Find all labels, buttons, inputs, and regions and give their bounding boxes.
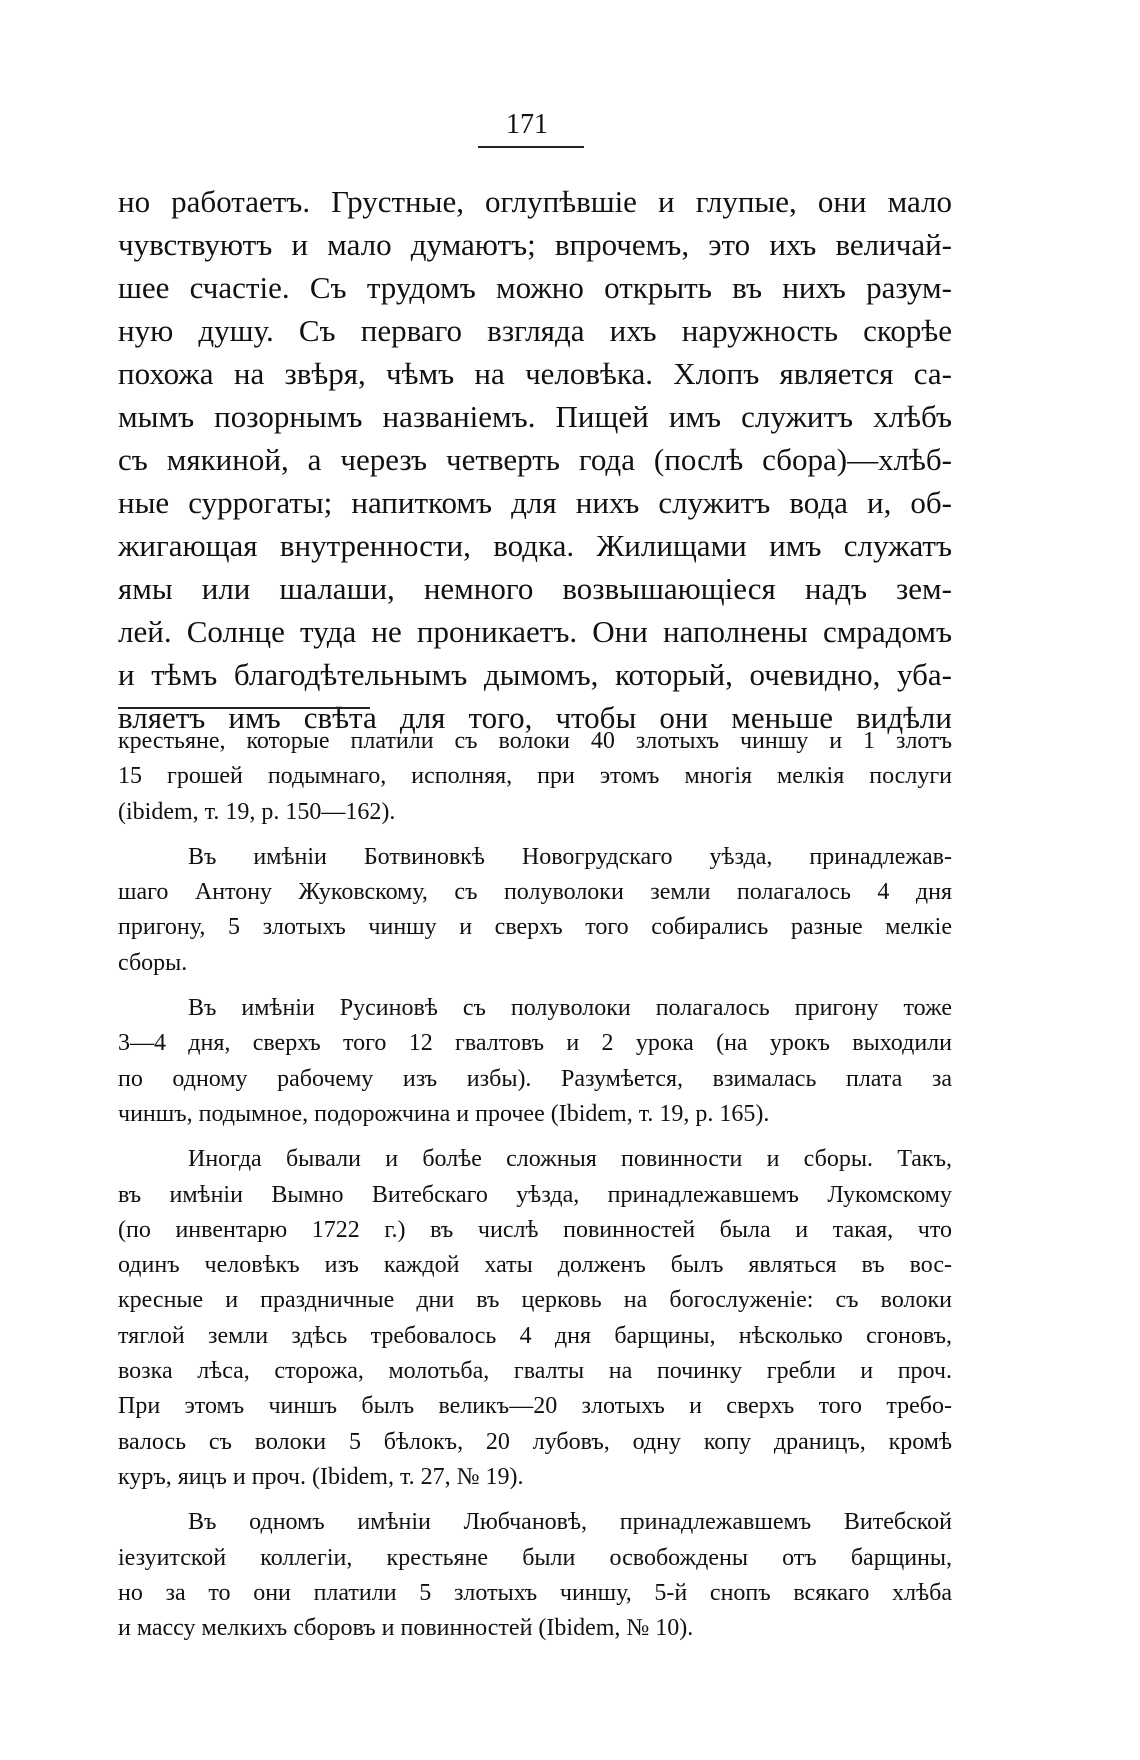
- footnote-line: пригону, 5 злотыхъ чиншу и сверхъ того собирались разные мелкіе: [118, 914, 952, 941]
- footnote-line: чиншъ, подымное, подорожчина и прочее (Ibidem, т. 19, р. 165).: [118, 1100, 770, 1127]
- page-number-rule: [478, 146, 584, 148]
- footnote-line: въ имѣніи Вымно Витебскаго уѣзда, принадлежавшемъ Лукомскому: [118, 1181, 952, 1208]
- text-line: съ мякиной, а черезъ четверть года (послѣ сбора)—хлѣб-: [118, 442, 952, 477]
- text-line: похожа на звѣря, чѣмъ на человѣка. Хлопъ является са-: [118, 356, 952, 391]
- text-line: и тѣмъ благодѣтельнымъ дымомъ, который, очевидно, уба-: [118, 657, 952, 692]
- text-line: ную душу. Съ перваго взгляда ихъ наружность скорѣе: [118, 313, 952, 348]
- footnote-line: шаго Антону Жуковскому, съ полуволоки земли полагалось 4 дня: [118, 879, 952, 906]
- footnote-line: тяглой земли здѣсь требовалось 4 дня барщины, нѣсколько сгоновъ,: [118, 1322, 952, 1349]
- text-line: чувствуютъ и мало думаютъ; впрочемъ, это ихъ величай-: [118, 227, 952, 262]
- footnote-line: (по инвентарю 1722 г.) въ числѣ повинностей была и такая, что: [118, 1216, 952, 1243]
- main-text: [118, 180, 952, 739]
- footnote-line: Иногда бывали и болѣе сложныя повинности и сборы. Такъ,: [188, 1146, 952, 1173]
- footnote-line: іезуитской коллегіи, крестьяне были освобождены отъ барщины,: [118, 1544, 952, 1571]
- text-line: жигающая внутренности, водка. Жилищами имъ служатъ: [118, 528, 952, 563]
- text-line: ямы или шалаши, немного возвышающіеся надъ зем-: [118, 571, 952, 606]
- footnote-line: крестьяне, которые платили съ волоки 40 злотыхъ чиншу и 1 злотъ: [118, 728, 952, 754]
- text-line: вляетъ имъ свѣта для того, чтобы они меньше видѣли: [118, 700, 952, 735]
- page-number: 171: [506, 109, 548, 140]
- text-line: но работаетъ. Грустные, оглупѣвшіе и глупые, они мало: [118, 184, 952, 219]
- footnote-line: Въ одномъ имѣніи Любчановѣ, принадлежавшемъ Витебской: [188, 1509, 952, 1536]
- footnotes: [118, 724, 952, 1656]
- footnote-paragraph: [118, 991, 952, 1132]
- footnote-separator: [118, 707, 370, 709]
- footnote-line: и массу мелкихъ сборовъ и повинностей (Ibidem, № 10).: [118, 1615, 694, 1642]
- footnote-line: по одному рабочему изъ избы). Разумѣется, взималась плата за: [118, 1065, 952, 1092]
- footnote-line: сборы.: [118, 949, 188, 976]
- footnote-line: но за то они платили 5 злотыхъ чиншу, 5-й снопъ всякаго хлѣба: [118, 1579, 952, 1606]
- text-line: ные суррогаты; напиткомъ для нихъ служитъ вода и, об-: [118, 485, 952, 520]
- text-line: шее счастіе. Съ трудомъ можно открыть въ нихъ разум-: [118, 270, 952, 305]
- text-line: лей. Солнце туда не проникаетъ. Они наполнены смрадомъ: [118, 614, 952, 649]
- footnote-line: кресные и праздничные дни въ церковь на богослуженіе: съ волоки: [118, 1287, 952, 1314]
- footnote-line: куръ, яицъ и проч. (Ibidem, т. 27, № 19).: [118, 1463, 524, 1490]
- footnote-line: возка лѣса, сторожа, молотьба, гвалты на починку гребли и проч.: [118, 1358, 952, 1385]
- footnote-line: Въ имѣніи Русиновѣ съ полуволоки полагалось пригону тоже: [188, 995, 952, 1022]
- footnote-line: 15 грошей подымнаго, исполняя, при этомъ многія мелкія послуги: [118, 763, 952, 790]
- footnote-paragraph: [118, 1142, 952, 1495]
- footnote-line: 3—4 дня, сверхъ того 12 гвалтовъ и 2 урока (на урокъ выходили: [118, 1030, 952, 1057]
- footnote-line: валось съ волоки 5 бѣлокъ, 20 лубовъ, одну копу драницъ, кромѣ: [118, 1428, 952, 1455]
- footnote-line: (ibidem, т. 19, р. 150—162).: [118, 798, 396, 825]
- text-line: мымъ позорнымъ названіемъ. Пищей имъ служитъ хлѣбъ: [118, 399, 952, 434]
- footnote-paragraph: [118, 1505, 952, 1646]
- footnote-paragraph: [118, 840, 952, 981]
- footnote-line: При этомъ чиншъ былъ великъ—20 злотыхъ и сверхъ того требо-: [118, 1393, 952, 1420]
- footnote-paragraph: [118, 724, 952, 830]
- footnote-line: одинъ человѣкъ изъ каждой хаты долженъ былъ являться въ вос-: [118, 1252, 952, 1279]
- footnote-line: Въ имѣніи Ботвиновкѣ Новогрудскаго уѣзда, принадлежав-: [188, 843, 952, 870]
